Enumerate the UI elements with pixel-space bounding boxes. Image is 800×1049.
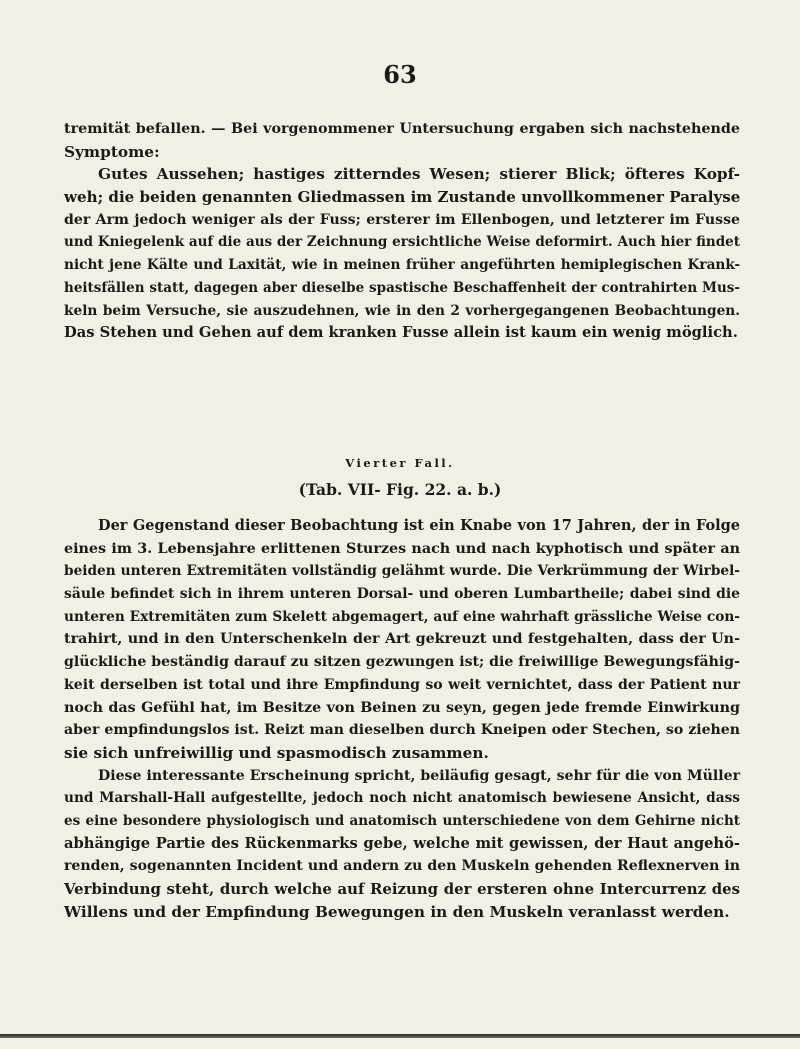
paragraph-symptoms — [64, 118, 740, 345]
text-line: weh; die beiden genannten Gliedmassen im Zustande unvollkommener Paralyse — [64, 188, 741, 207]
case-reference: (Tab. VII- Fig. 22. a. b.) — [298, 480, 502, 499]
text-line: Das Stehen und Gehen auf dem kranken Fusse allein ist kaum ein wenig möglich. — [64, 324, 738, 342]
text-line: tremität befallen. — Bei vorgenommener Untersuchung ergaben sich nachstehende — [64, 121, 740, 137]
page-edge-rule — [0, 1034, 800, 1038]
text-line: Der Gegenstand dieser Beobachtung ist ein Knabe von 17 Jahren, der in Folge — [98, 517, 740, 534]
text-line: abhängige Partie des Rückenmarks gebe, welche mit gewissen, der Haut angehö- — [64, 834, 740, 852]
text-line: glückliche beständig darauf zu sitzen gezwungen ist; die freiwillige Bewegungsfähig- — [64, 654, 740, 671]
text-line: heitsfällen statt, dagegen aber dieselbe spastische Beschaffenheit der contrahirten Mus- — [64, 279, 740, 296]
case-heading: Vierter Fall. — [345, 456, 455, 470]
text-line: keln beim Versuche, sie auszudehnen, wie in den 2 vorhergegangenen Beobachtungen. — [64, 302, 740, 319]
page-number: 63 — [383, 60, 417, 89]
text-line: und Kniegelenk auf die aus der Zeichnung ersichtliche Weise deformirt. Auch hier findet — [64, 234, 740, 251]
text-line: keit derselben ist total und ihre Empfindung so weit vernichtet, dass der Patient nur — [64, 676, 740, 693]
text-line: Verbindung steht, durch welche auf Reizung der ersteren ohne Intercurrenz des — [64, 880, 740, 898]
text-line: säule befindet sich in ihrem unteren Dorsal- und oberen Lumbartheile; dabei sind die — [64, 586, 740, 603]
text-line: Symptome: — [64, 142, 160, 161]
paragraph-case-four — [64, 515, 740, 923]
text-line: Diese interessante Erscheinung spricht, beiläufig gesagt, sehr für die von Müller — [98, 767, 740, 784]
text-line: aber empfindungslos ist. Reizt man dieselben durch Kneipen oder Stechen, so ziehen — [64, 722, 740, 739]
text-line: beiden unteren Extremitäten vollständig gelähmt wurde. Die Verkrümmung der Wirbel- — [64, 563, 740, 580]
text-line: nicht jene Kälte und Laxität, wie in meinen früher angeführten hemiplegischen Krank- — [64, 257, 740, 274]
text-line: renden, sogenannten Incident und andern zu den Muskeln gehenden Reflexnerven in — [64, 858, 740, 875]
text-line: unteren Extremitäten zum Skelett abgemagert, auf eine wahrhaft grässliche Weise con- — [64, 608, 740, 625]
text-line: Willens und der Empfindung Bewegungen in den Muskeln veranlasst werden. — [64, 902, 730, 921]
text-line: Gutes Aussehen; hastiges zitterndes Wesen; stierer Blick; öfteres Kopf- — [98, 165, 740, 184]
text-line: trahirt, und in den Unterschenkeln der Art gekreuzt und festgehalten, dass der Un- — [64, 631, 740, 648]
text-line: eines im 3. Lebensjahre erlittenen Sturzes nach und nach kyphotisch und später an — [64, 540, 740, 557]
text-line: sie sich unfreiwillig und spasmodisch zusammen. — [64, 743, 489, 762]
text-line: und Marshall-Hall aufgestellte, jedoch noch nicht anatomisch bewiesene Ansicht, dass — [64, 790, 740, 807]
text-line: es eine besondere physiologisch und anatomisch unterschiedene von dem Gehirne nicht — [64, 812, 740, 829]
text-line: noch das Gefühl hat, im Besitze von Beinen zu seyn, gegen jede fremde Einwirkung — [64, 699, 740, 716]
text-line: der Arm jedoch weniger als der Fuss; ersterer im Ellenbogen, und letzterer im Fusse — [64, 211, 740, 228]
